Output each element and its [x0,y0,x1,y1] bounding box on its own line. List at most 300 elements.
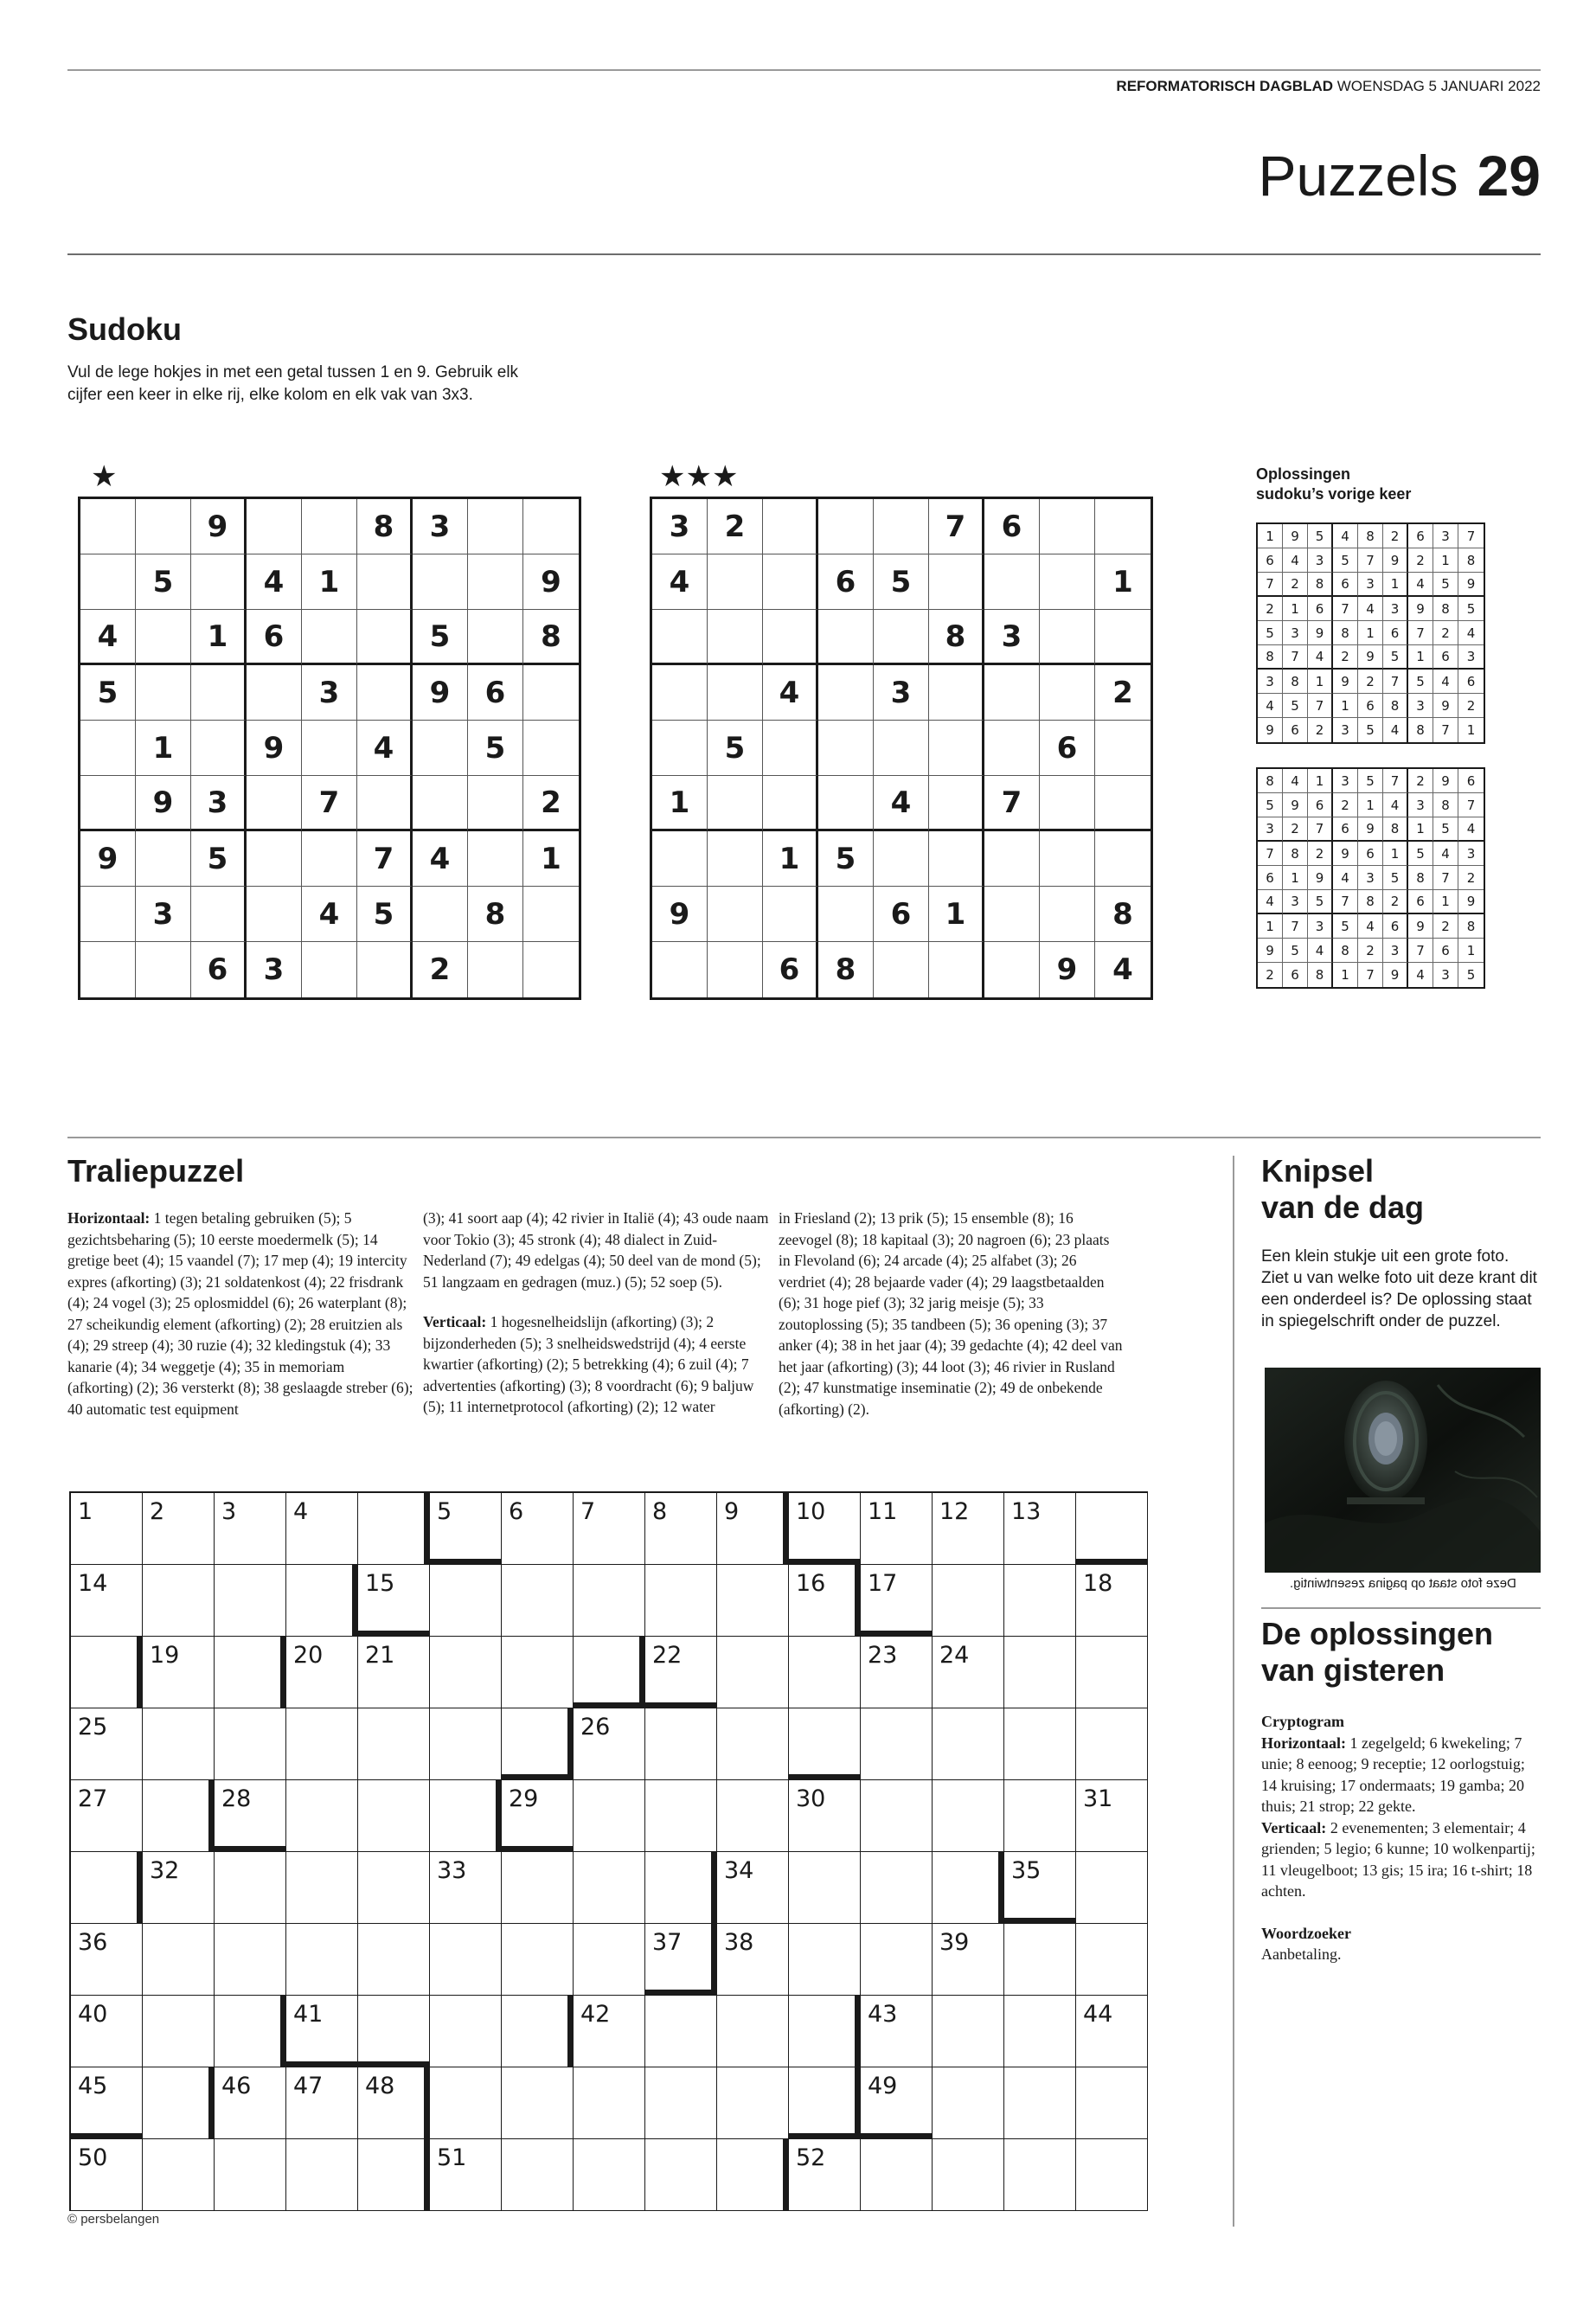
tralie-cell[interactable] [645,1780,717,1852]
sudoku-given-cell: 1 [763,831,818,887]
tralie-cell[interactable] [502,1565,574,1637]
solution-cell: 1 [1433,890,1458,914]
tralie-clue-number: 18 [1083,1570,1113,1597]
solution-cell: 3 [1283,621,1308,645]
tralie-cell[interactable] [502,1852,574,1924]
sudoku-empty-cell [523,942,579,997]
tralie-cell[interactable] [71,1493,143,1565]
sudoku-given-cell: 9 [652,887,708,942]
tralie-cell[interactable] [933,1780,1004,1852]
sudoku-given-cell: 3 [136,887,191,942]
sudoku-given-cell: 3 [302,665,357,721]
tralie-cell[interactable] [430,1924,502,1996]
sudoku-given-cell: 3 [191,776,247,831]
tralie-cell[interactable] [861,1924,933,1996]
tralie-clue-number: 9 [724,1498,740,1525]
tralie-cell[interactable] [1004,1996,1076,2067]
solution-cell: 4 [1458,817,1484,842]
tralie-cell[interactable] [502,1637,574,1708]
tralie-clue-number: 30 [796,1785,826,1812]
tralie-clue-number: 24 [939,1642,970,1669]
tralie-cell[interactable] [717,1996,789,2067]
solution-cell: 8 [1358,890,1383,914]
tralie-cell[interactable] [358,2067,430,2139]
solution-cell: 1 [1458,939,1484,963]
tralie-cell[interactable] [143,1565,215,1637]
solution-cell: 7 [1383,670,1408,694]
tralie-cell[interactable] [574,1852,645,1924]
solution-cell: 5 [1433,573,1458,597]
tralie-cell[interactable] [71,1637,143,1708]
sudoku-given-cell: 1 [929,887,984,942]
tralie-cell[interactable] [933,1852,1004,1924]
tralie-cell[interactable] [861,2067,933,2139]
solution-cell: 8 [1308,573,1333,597]
solution-cell: 3 [1458,645,1484,670]
solution-cell: 8 [1333,621,1358,645]
tralie-clue-number: 16 [796,1570,826,1597]
tralie-cell[interactable] [645,1924,717,1996]
solution-cell: 7 [1283,645,1308,670]
tralie-cell[interactable] [71,1996,143,2067]
tralie-clue-number: 20 [293,1642,324,1669]
tralie-cell[interactable] [574,1708,645,1780]
tralie-cell[interactable] [286,1852,358,1924]
solution-cell: 4 [1433,842,1458,866]
tralie-cell[interactable] [430,1708,502,1780]
solution-cell: 7 [1408,621,1433,645]
tralie-clue-number: 50 [78,2144,108,2171]
solution-cell: 6 [1408,524,1433,548]
verticaal-clues-part2: in Friesland (2); 13 prik (5); 15 ensemble (8); 16 zeevogel (8); 18 kapitaal (3); 20 nagroen (6); 23 plaats in Flevoland (6); 24 arcade (4); 25 alfabet (3); 26 verdriet (4); 28 bejaarde vader (4); 29 laagstbetaalden (6); 31 hoge pief (3); 32 jarig meisje (5); 33 zoutoplossing (5); 35 tandbeen (5); 36 opening (3); 37 anker (4); 38 in het jaar (4); 39 gedachte (4); 42 deel van het jaar (afkorting) (3); 44 loot (3); 46 rivier in Rusland (2); 47 kunstmatige inseminatie (2); 49 de onbekende (afkorting) (2). [779,1209,1123,1418]
tralie-cell[interactable] [71,1924,143,1996]
tralie-cell[interactable] [789,1924,861,1996]
tralie-cell[interactable] [286,1493,358,1565]
tralie-cell[interactable] [717,1708,789,1780]
tralie-cell[interactable] [645,1996,717,2067]
tralie-cell[interactable] [789,2067,861,2139]
solution-cell: 1 [1408,645,1433,670]
tralie-cell[interactable] [358,1924,430,1996]
solution-cell: 8 [1308,963,1333,987]
tralie-cell[interactable] [502,1708,574,1780]
solution-cell: 2 [1383,890,1408,914]
tralie-cell[interactable] [143,1780,215,1852]
tralie-cell[interactable] [574,1637,645,1708]
tralie-cell[interactable] [430,1637,502,1708]
tralie-cell[interactable] [286,1637,358,1708]
tralie-cell[interactable] [933,1565,1004,1637]
tralie-cell[interactable] [645,1708,717,1780]
sudoku-given-cell: 8 [468,887,523,942]
tralie-cell[interactable] [358,1708,430,1780]
tralie-cell[interactable] [430,2139,502,2211]
tralie-cell[interactable] [861,1996,933,2067]
solution-cell: 9 [1308,866,1333,890]
tralie-cell[interactable] [861,1852,933,1924]
solution-cell: 1 [1358,621,1383,645]
solution-cell: 1 [1258,914,1283,939]
sudoku-empty-cell [1095,499,1151,554]
solution-cell: 5 [1408,842,1433,866]
tralie-cell[interactable] [71,2139,143,2211]
sudoku-given-cell: 5 [136,554,191,610]
sudoku-given-cell: 4 [1112,952,1133,987]
tralie-cell[interactable] [717,1780,789,1852]
solution-cell: 8 [1383,817,1408,842]
solution-cell: 2 [1333,645,1358,670]
knipsel-mirror-caption: Deze foto staat op pagina zesentwintig. [1289,1576,1516,1591]
solution-cell: 5 [1333,914,1358,939]
tralie-cell[interactable] [502,1924,574,1996]
tralie-cell[interactable] [143,1924,215,1996]
tralie-cell[interactable] [789,1852,861,1924]
tralie-cell[interactable] [286,1708,358,1780]
tralie-cell[interactable] [717,1493,789,1565]
tralie-cell[interactable] [358,1565,430,1637]
tralie-cell[interactable] [861,1637,933,1708]
tralie-cell[interactable] [143,2139,215,2211]
solution-cell: 9 [1333,842,1358,866]
tralie-cell[interactable] [215,1924,286,1996]
tralie-cell[interactable] [502,2067,574,2139]
tralie-cell[interactable] [286,1565,358,1637]
tralie-cell[interactable] [286,1996,358,2067]
solution-cell: 1 [1333,694,1358,718]
sudoku-given-cell: 7 [929,499,984,554]
solution-cell: 4 [1283,548,1308,573]
solution-cell: 6 [1358,694,1383,718]
sudoku-given-cell: 3 [652,499,708,554]
tralie-cell[interactable] [143,1708,215,1780]
tralie-cell[interactable] [1076,1852,1148,1924]
tralie-cell[interactable] [574,1565,645,1637]
tralie-cell[interactable] [215,2067,286,2139]
tralie-cell[interactable] [71,2067,143,2139]
tralie-cell[interactable] [933,1996,1004,2067]
tralie-cell[interactable] [502,1493,574,1565]
solution-cell: 8 [1333,939,1358,963]
tralie-cell[interactable] [717,1637,789,1708]
solution-cell: 3 [1333,718,1358,742]
section-title: Puzzels [1258,144,1458,208]
tralie-cell[interactable] [215,1565,286,1637]
sudoku-empty-cell [247,499,302,554]
tralie-cell[interactable] [1004,1924,1076,1996]
sudoku-empty-cell [357,942,413,997]
tralie-cell[interactable] [933,1493,1004,1565]
solution-cell: 6 [1433,939,1458,963]
tralie-cell[interactable] [215,1996,286,2067]
tralie-cell[interactable] [71,1565,143,1637]
tralie-cell[interactable] [358,1852,430,1924]
sudoku-empty-cell [247,831,302,887]
tralie-cell[interactable] [574,2139,645,2211]
tralie-cell[interactable] [717,1924,789,1996]
tralie-cell[interactable] [789,2139,861,2211]
tralie-cell[interactable] [717,1852,789,1924]
tralie-cell[interactable] [717,2139,789,2211]
sudoku-empty-cell [247,665,302,721]
solution-cell: 2 [1358,670,1383,694]
sudoku-given-cell: 6 [247,610,302,665]
sudoku-empty-cell [652,610,708,665]
tralie-cell[interactable] [286,2139,358,2211]
solution-cell: 2 [1308,718,1333,742]
sudoku-empty-cell [191,721,247,776]
tralie-cell[interactable] [789,1565,861,1637]
tralie-clue-number: 44 [1083,2001,1113,2028]
woordzoeker-title: Woordzoeker [1261,1924,1351,1942]
tralie-cell[interactable] [861,1493,933,1565]
solution-cell: 7 [1308,694,1333,718]
sudoku-empty-cell [1040,499,1095,554]
tralie-cell[interactable] [1076,2067,1148,2139]
solution-cell: 4 [1358,597,1383,621]
sudoku-empty-cell [708,554,763,610]
tralie-clue-number: 8 [652,1498,668,1525]
solution-cell: 3 [1408,793,1433,817]
tralie-cell[interactable] [789,1780,861,1852]
tralie-cell[interactable] [358,1493,430,1565]
sudoku-empty-cell [80,554,136,610]
solution-cell: 6 [1283,963,1308,987]
solution-cell: 6 [1308,597,1333,621]
cryptogram-horizontaal-text: 1 zegelgeld; 6 kwekeling; 7 unie; 8 eenoog; 9 receptie; 12 oorlogstuig; 14 kruising; 17 ondermaats; 19 gamba; 20 thuis; 21 strop; 22 gekte. [1261,1734,1525,1815]
verticaal-label: Verticaal: [423,1313,487,1330]
sudoku-given-cell: 1 [523,831,579,887]
tralie-cell[interactable] [1076,1996,1148,2067]
tralie-cell[interactable] [358,1780,430,1852]
tralie-cell[interactable] [645,2139,717,2211]
tralie-cell[interactable] [574,1996,645,2067]
tralie-cell[interactable] [143,1852,215,1924]
tralie-cell[interactable] [933,2067,1004,2139]
solution-cell: 4 [1408,573,1433,597]
tralie-cell[interactable] [933,1637,1004,1708]
solution-cell: 8 [1458,914,1484,939]
solutions-title-line2: sudoku’s vorige keer [1256,485,1412,503]
solution-cell: 1 [1358,793,1383,817]
solution-cell: 6 [1258,866,1283,890]
tralie-cell[interactable] [645,2067,717,2139]
solution-cell: 9 [1283,793,1308,817]
hard-star-rating: ★★★ [659,460,739,493]
tralie-cell[interactable] [430,1565,502,1637]
sudoku-given-cell: 6 [1040,721,1095,776]
solution-cell: 7 [1358,963,1383,987]
verticaal-clues-part1: 1 hogesnelheidslijn (afkorting) (3); 2 bijzonderheden (5); 3 snelheidswedstrijd (4); 4 eerste kwartier (afkorting) (2); 5 betrekking (4); 6 zuil (4); 7 advertenties (afkorting) (3); 8 voordracht (6); 9 baljuw (5); 11 internetprotocol (afkorting) (2); 12 water [423,1313,754,1415]
tralie-cell[interactable] [1004,2067,1076,2139]
tralie-cell[interactable] [861,1780,933,1852]
tralie-cell[interactable] [574,1924,645,1996]
tralie-cell[interactable] [358,1996,430,2067]
tralie-cell[interactable] [1004,1565,1076,1637]
sudoku-empty-cell [818,665,874,721]
sudoku-empty-cell [763,721,818,776]
solution-cell: 1 [1408,817,1433,842]
tralie-cell[interactable] [215,1708,286,1780]
tralie-cell[interactable] [861,1708,933,1780]
tralie-cell[interactable] [1004,1493,1076,1565]
tralie-cell[interactable] [1076,1708,1148,1780]
solution-cell: 9 [1358,645,1383,670]
issue-date: WOENSDAG 5 JANUARI 2022 [1336,78,1541,94]
tralie-cell[interactable] [789,1637,861,1708]
tralie-cell[interactable] [286,1924,358,1996]
tralie-cell[interactable] [645,1565,717,1637]
solution-cell: 5 [1258,621,1283,645]
tralie-cell[interactable] [430,1852,502,1924]
solution-cell: 1 [1466,722,1476,738]
sudoku-empty-cell [357,665,413,721]
sudoku-given-cell: 7 [302,776,357,831]
solution-cell: 9 [1408,597,1433,621]
solution-cell: 4 [1408,963,1433,987]
tralie-cell[interactable] [645,1637,717,1708]
tralie-cell[interactable] [861,1565,933,1637]
solution-cell: 3 [1283,890,1308,914]
sudoku-empty-cell [136,942,191,997]
tralie-cell[interactable] [1076,1637,1148,1708]
tralie-cell[interactable] [933,1708,1004,1780]
tralie-cell[interactable] [71,1708,143,1780]
sudoku-given-cell: 3 [984,610,1040,665]
tralie-clue-number: 31 [1083,1785,1113,1812]
tralie-cell[interactable] [502,1996,574,2067]
solution-cell: 1 [1258,524,1283,548]
tralie-cell[interactable] [1076,2139,1148,2211]
knipsel-photo-image [1265,1368,1541,1573]
tralie-cell[interactable] [574,1493,645,1565]
tralie-cell[interactable] [215,1637,286,1708]
tralie-cell[interactable] [71,1780,143,1852]
oplossingen-title-line2: van gisteren [1261,1652,1445,1688]
sudoku-given-cell: 5 [468,721,523,776]
tralie-cell[interactable] [215,1493,286,1565]
tralie-cell[interactable] [143,1493,215,1565]
tralie-cell[interactable] [358,2139,430,2211]
tralie-cell[interactable] [789,1493,861,1565]
sudoku-empty-cell [1040,610,1095,665]
sudoku-empty-cell [929,665,984,721]
tralie-cell[interactable] [717,1565,789,1637]
sudoku-given-cell: 2 [523,776,579,831]
tralie-cell[interactable] [143,1637,215,1708]
solution-cell: 2 [1358,939,1383,963]
tralie-cell[interactable] [143,1996,215,2067]
tralie-cell[interactable] [861,2139,933,2211]
tralie-cell[interactable] [430,2067,502,2139]
top-rule [67,69,1541,71]
horizontaal-label: Horizontaal: [67,1209,151,1227]
solution-cell: 2 [1258,963,1283,987]
sudoku-empty-cell [929,721,984,776]
solution-cell: 3 [1408,694,1433,718]
solution-cell: 7 [1308,817,1333,842]
solution-cell: 9 [1383,963,1408,987]
tralie-cell[interactable] [430,1996,502,2067]
tralie-cell[interactable] [1076,1565,1148,1637]
solution-cell: 7 [1458,793,1484,817]
sudoku-empty-cell [523,721,579,776]
solution-cell: 7 [1408,939,1433,963]
sudoku-empty-cell [136,610,191,665]
tralie-cell[interactable] [1076,1924,1148,1996]
tralie-cell[interactable] [645,1852,717,1924]
tralie-cell[interactable] [574,2067,645,2139]
sudoku-empty-cell [468,499,523,554]
tralie-cell[interactable] [286,1780,358,1852]
tralie-cell[interactable] [574,1780,645,1852]
sudoku-empty-cell [1095,831,1151,887]
sudoku-given-cell: 5 [413,610,468,665]
tralie-cell[interactable] [143,2067,215,2139]
sudoku-given-cell: 6 [818,554,874,610]
tralie-clue-number: 3 [221,1498,237,1525]
tralie-cell[interactable] [358,1637,430,1708]
tralie-cell[interactable] [215,1852,286,1924]
sudoku-given-cell: 3 [413,499,468,554]
tralie-cell[interactable] [933,1924,1004,1996]
tralie-cell[interactable] [215,2139,286,2211]
tralie-cell[interactable] [430,1493,502,1565]
sudoku-empty-cell [523,665,579,721]
tralie-cell[interactable] [789,1996,861,2067]
tralie-clue-number: 6 [509,1498,524,1525]
tralie-clue-number: 32 [150,1857,180,1884]
sudoku-empty-cell [763,554,818,610]
tralie-clue-number: 23 [868,1642,898,1669]
sudoku-empty-cell [874,831,929,887]
tralie-cell[interactable] [502,2139,574,2211]
solution-cell: 4 [1383,718,1408,742]
newspaper-name: REFORMATORISCH DAGBLAD [1116,78,1334,94]
sudoku-empty-cell [929,554,984,610]
tralie-cell[interactable] [1004,1852,1076,1924]
tralie-cell[interactable] [71,1852,143,1924]
tralie-cell[interactable] [1076,1780,1148,1852]
page-number: 29 [1477,144,1541,208]
solution-grid-1 [1256,522,1485,744]
tralie-cell[interactable] [645,1493,717,1565]
tralie-cell[interactable] [215,1780,286,1852]
sudoku-empty-cell [818,776,874,831]
sudoku-empty-cell [1095,610,1151,665]
knipsel-photo [1265,1368,1541,1573]
tralie-cell[interactable] [717,2067,789,2139]
tralie-cell[interactable] [1004,1637,1076,1708]
solution-cell: 5 [1458,597,1484,621]
solution-cell: 2 [1258,597,1283,621]
tralie-cell[interactable] [1004,2139,1076,2211]
solution-cell: 7 [1283,914,1308,939]
tralie-cell[interactable] [789,1708,861,1780]
tralie-cell[interactable] [430,1780,502,1852]
sudoku-empty-cell [1095,721,1151,776]
tralie-cell[interactable] [502,1780,574,1852]
tralie-cell[interactable] [1004,1708,1076,1780]
solution-cell: 6 [1458,670,1484,694]
solution-cell: 1 [1383,842,1408,866]
tralie-cell[interactable] [1004,1780,1076,1852]
tralie-cell[interactable] [286,2067,358,2139]
sudoku-empty-cell [763,610,818,665]
sudoku-empty-cell [929,776,984,831]
tralie-cell[interactable] [933,2139,1004,2211]
tralie-cell[interactable] [1076,1493,1148,1565]
tralie-clue-number: 29 [509,1785,539,1812]
